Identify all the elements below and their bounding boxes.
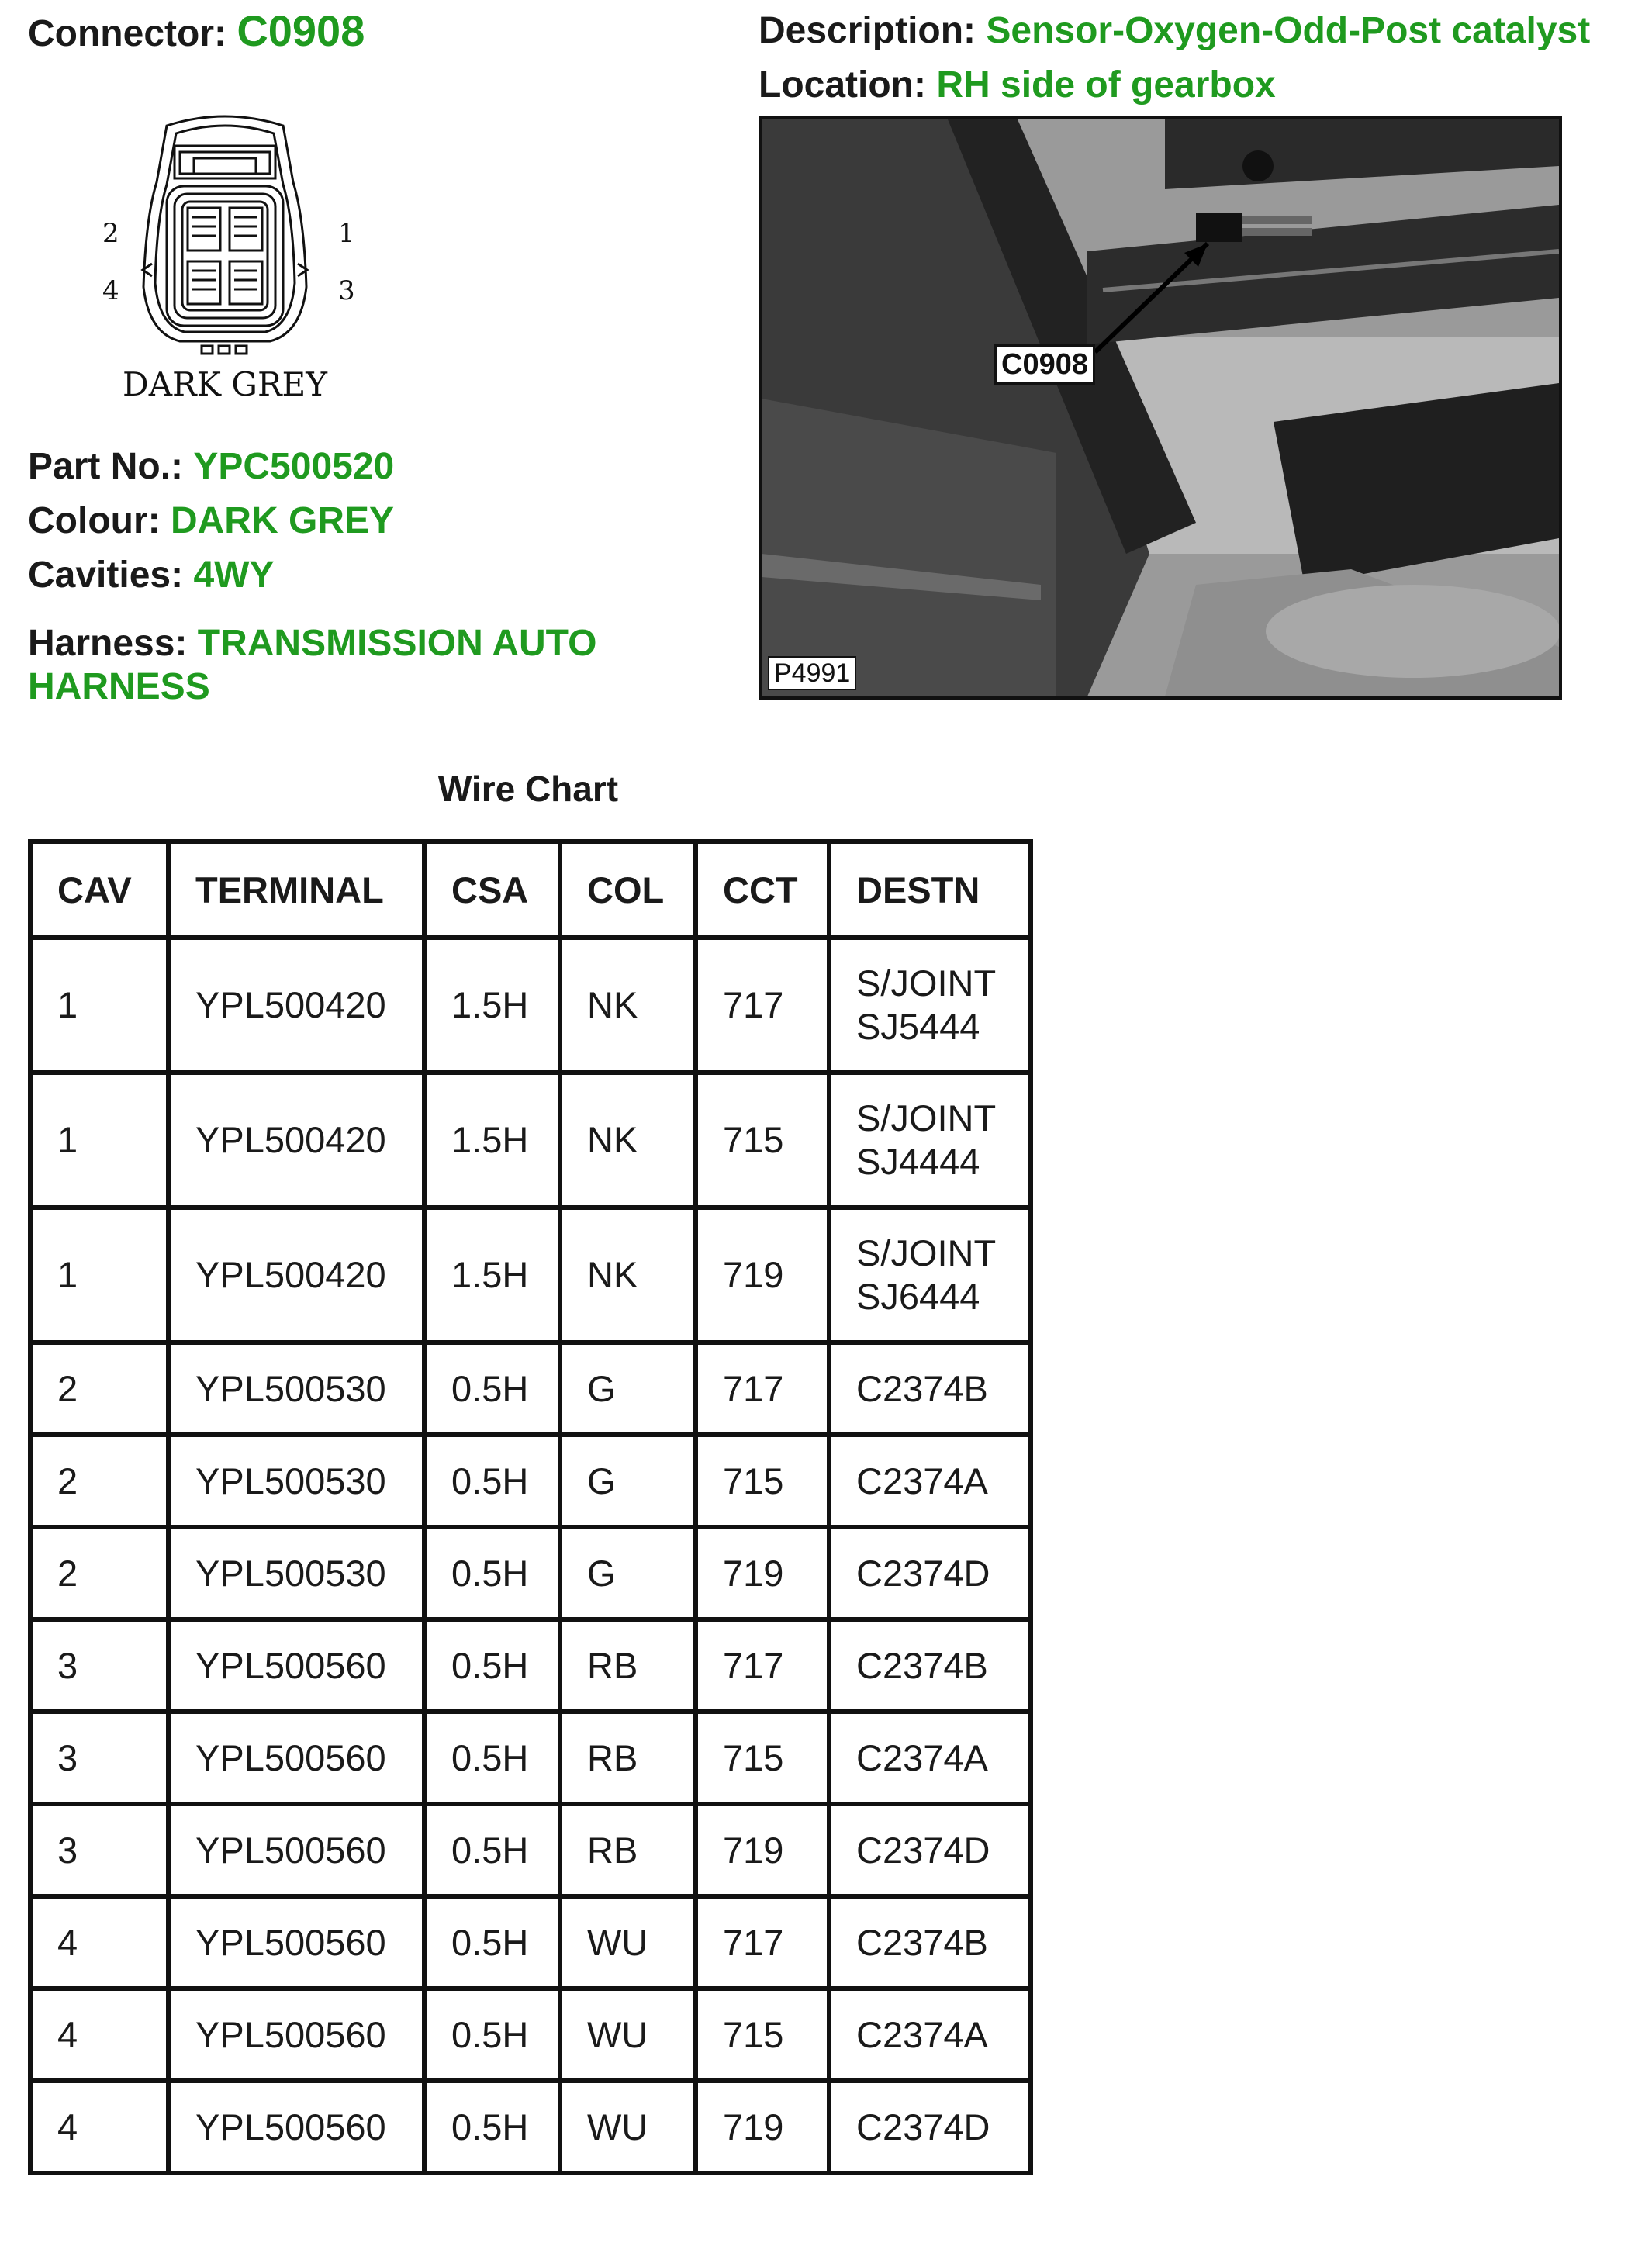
location-value: RH side of gearbox <box>936 64 1276 105</box>
cell-terminal: YPL500420 <box>168 1208 424 1342</box>
cell-col: G <box>560 1342 696 1435</box>
cell-csa: 0.5H <box>424 1712 560 1804</box>
cell-cct: 717 <box>696 1619 829 1712</box>
cell-destn <box>829 1073 1031 1208</box>
cavities-label: Cavities: <box>28 555 184 596</box>
destn-line: C2374B <box>856 1644 988 1686</box>
cell-col: WU <box>560 2081 696 2173</box>
cell-destn <box>829 1435 1031 1527</box>
column-header-destn: DESTN <box>829 841 1031 938</box>
colour-label: Colour: <box>28 500 161 541</box>
description-line <box>759 9 1590 53</box>
description-label: Description: <box>759 10 976 51</box>
cell-csa: 1.5H <box>424 1208 560 1342</box>
pin-label-1: 1 <box>338 218 355 249</box>
cell-destn <box>829 1527 1031 1619</box>
table-row <box>30 1435 1031 1527</box>
column-header-cct: CCT <box>696 841 829 938</box>
cavities-line <box>28 554 274 597</box>
cell-destn <box>829 1712 1031 1804</box>
cell-csa: 0.5H <box>424 1989 560 2081</box>
cell-cav: 1 <box>30 1208 168 1342</box>
table-row <box>30 1712 1031 1804</box>
colour-value: DARK GREY <box>170 500 394 541</box>
cell-terminal: YPL500560 <box>168 2081 424 2173</box>
cell-csa: 0.5H <box>424 1435 560 1527</box>
harness-label: Harness: <box>28 623 188 664</box>
cell-cct: 719 <box>696 1804 829 1896</box>
cell-col: G <box>560 1527 696 1619</box>
part-number-label: Part No.: <box>28 446 184 487</box>
destn-line: C2374A <box>856 1460 988 1501</box>
table-row <box>30 1342 1031 1435</box>
table-row <box>30 1073 1031 1208</box>
cell-col: NK <box>560 1208 696 1342</box>
destn-line: S/JOINT <box>856 1097 997 1139</box>
table-row <box>30 1989 1031 2081</box>
location-photo-drawing <box>762 119 1559 696</box>
connector-face-diagram <box>85 109 365 419</box>
cell-destn <box>829 1342 1031 1435</box>
connector-line <box>28 6 365 56</box>
wire-chart-body <box>30 938 1031 2173</box>
destn-line: C2374D <box>856 1829 990 1871</box>
cell-terminal: YPL500420 <box>168 1073 424 1208</box>
table-row <box>30 1896 1031 1989</box>
harness-value-line2: HARNESS <box>28 666 210 707</box>
table-row <box>30 1619 1031 1712</box>
cell-cav: 2 <box>30 1435 168 1527</box>
destn-line-2: SJ5444 <box>856 1006 980 1047</box>
connector-value: C0908 <box>237 6 365 55</box>
photo-callout-label: C0908 <box>994 344 1095 385</box>
cell-col: RB <box>560 1804 696 1896</box>
cell-cct: 719 <box>696 2081 829 2173</box>
cell-cav: 3 <box>30 1712 168 1804</box>
cell-col: NK <box>560 1073 696 1208</box>
cell-cct: 719 <box>696 1527 829 1619</box>
pin-label-2: 2 <box>102 218 119 249</box>
cell-destn <box>829 1896 1031 1989</box>
destn-line: C2374D <box>856 2106 990 2148</box>
cell-col: RB <box>560 1712 696 1804</box>
destn-line: C2374A <box>856 2013 988 2055</box>
cell-col: NK <box>560 938 696 1073</box>
cavities-value: 4WY <box>193 555 275 596</box>
cell-col: WU <box>560 1896 696 1989</box>
destn-line: C2374B <box>856 1367 988 1409</box>
cell-terminal: YPL500560 <box>168 1896 424 1989</box>
cell-col: WU <box>560 1989 696 2081</box>
pin-label-3: 3 <box>338 275 355 306</box>
cell-cav: 3 <box>30 1619 168 1712</box>
cell-csa: 0.5H <box>424 2081 560 2173</box>
cell-cct: 715 <box>696 1989 829 2081</box>
cell-csa: 0.5H <box>424 1804 560 1896</box>
destn-line-2: SJ4444 <box>856 1141 980 1182</box>
cell-terminal: YPL500560 <box>168 1619 424 1712</box>
pin-label-4: 4 <box>102 275 119 306</box>
connector-label: Connector: <box>28 13 226 54</box>
column-header-terminal: TERMINAL <box>168 841 424 938</box>
column-header-csa: CSA <box>424 841 560 938</box>
cell-destn <box>829 1804 1031 1896</box>
cell-terminal: YPL500530 <box>168 1527 424 1619</box>
table-header-row <box>30 841 1031 938</box>
colour-line <box>28 499 394 543</box>
cell-cav: 4 <box>30 2081 168 2173</box>
table-row <box>30 938 1031 1073</box>
cell-cct: 719 <box>696 1208 829 1342</box>
connector-colour-caption: DARK GREY <box>123 365 327 403</box>
location-line <box>759 64 1276 107</box>
harness-line-2 <box>28 665 210 709</box>
table-row <box>30 1804 1031 1896</box>
cell-csa: 0.5H <box>424 1527 560 1619</box>
cell-destn <box>829 1619 1031 1712</box>
cell-cct: 715 <box>696 1435 829 1527</box>
column-header-cav: CAV <box>30 841 168 938</box>
photo-reference-tag: P4991 <box>768 656 856 690</box>
cell-col: RB <box>560 1619 696 1712</box>
wire-chart-table <box>28 839 1033 2175</box>
cell-destn <box>829 938 1031 1073</box>
harness-line <box>28 622 596 665</box>
table-row <box>30 1208 1031 1342</box>
cell-cav: 2 <box>30 1527 168 1619</box>
cell-cav: 3 <box>30 1804 168 1896</box>
destn-line: C2374B <box>856 1921 988 1963</box>
cell-destn <box>829 2081 1031 2173</box>
cell-destn <box>829 1989 1031 2081</box>
location-label: Location: <box>759 64 926 105</box>
cell-cav: 1 <box>30 938 168 1073</box>
cell-cav: 4 <box>30 1896 168 1989</box>
cell-terminal: YPL500530 <box>168 1342 424 1435</box>
cell-terminal: YPL500560 <box>168 1989 424 2081</box>
cell-destn <box>829 1208 1031 1342</box>
location-photo <box>759 116 1562 700</box>
cell-cav: 4 <box>30 1989 168 2081</box>
part-number-line <box>28 445 394 489</box>
table-row <box>30 1527 1031 1619</box>
destn-line: C2374D <box>856 1552 990 1594</box>
cell-csa: 0.5H <box>424 1896 560 1989</box>
cell-terminal: YPL500560 <box>168 1712 424 1804</box>
cell-terminal: YPL500560 <box>168 1804 424 1896</box>
harness-value-line1: TRANSMISSION AUTO <box>197 623 597 664</box>
cell-col: G <box>560 1435 696 1527</box>
column-header-col: COL <box>560 841 696 938</box>
destn-line: S/JOINT <box>856 1232 997 1273</box>
cell-terminal: YPL500530 <box>168 1435 424 1527</box>
cell-csa: 1.5H <box>424 1073 560 1208</box>
cell-csa: 0.5H <box>424 1619 560 1712</box>
cell-cav: 1 <box>30 1073 168 1208</box>
description-value: Sensor-Oxygen-Odd-Post catalyst <box>986 10 1591 51</box>
cell-csa: 0.5H <box>424 1342 560 1435</box>
cell-cct: 717 <box>696 938 829 1073</box>
destn-line: S/JOINT <box>856 962 997 1004</box>
cell-cct: 717 <box>696 1896 829 1989</box>
cell-cav: 2 <box>30 1342 168 1435</box>
destn-line: C2374A <box>856 1736 988 1778</box>
cell-cct: 717 <box>696 1342 829 1435</box>
part-number-value: YPC500520 <box>193 446 395 487</box>
cell-cct: 715 <box>696 1073 829 1208</box>
cell-terminal: YPL500420 <box>168 938 424 1073</box>
cell-csa: 1.5H <box>424 938 560 1073</box>
wire-chart-title: Wire Chart <box>437 769 619 809</box>
destn-line-2: SJ6444 <box>856 1276 980 1317</box>
connector-face-drawing <box>85 109 365 419</box>
cell-cct: 715 <box>696 1712 829 1804</box>
table-row <box>30 2081 1031 2173</box>
